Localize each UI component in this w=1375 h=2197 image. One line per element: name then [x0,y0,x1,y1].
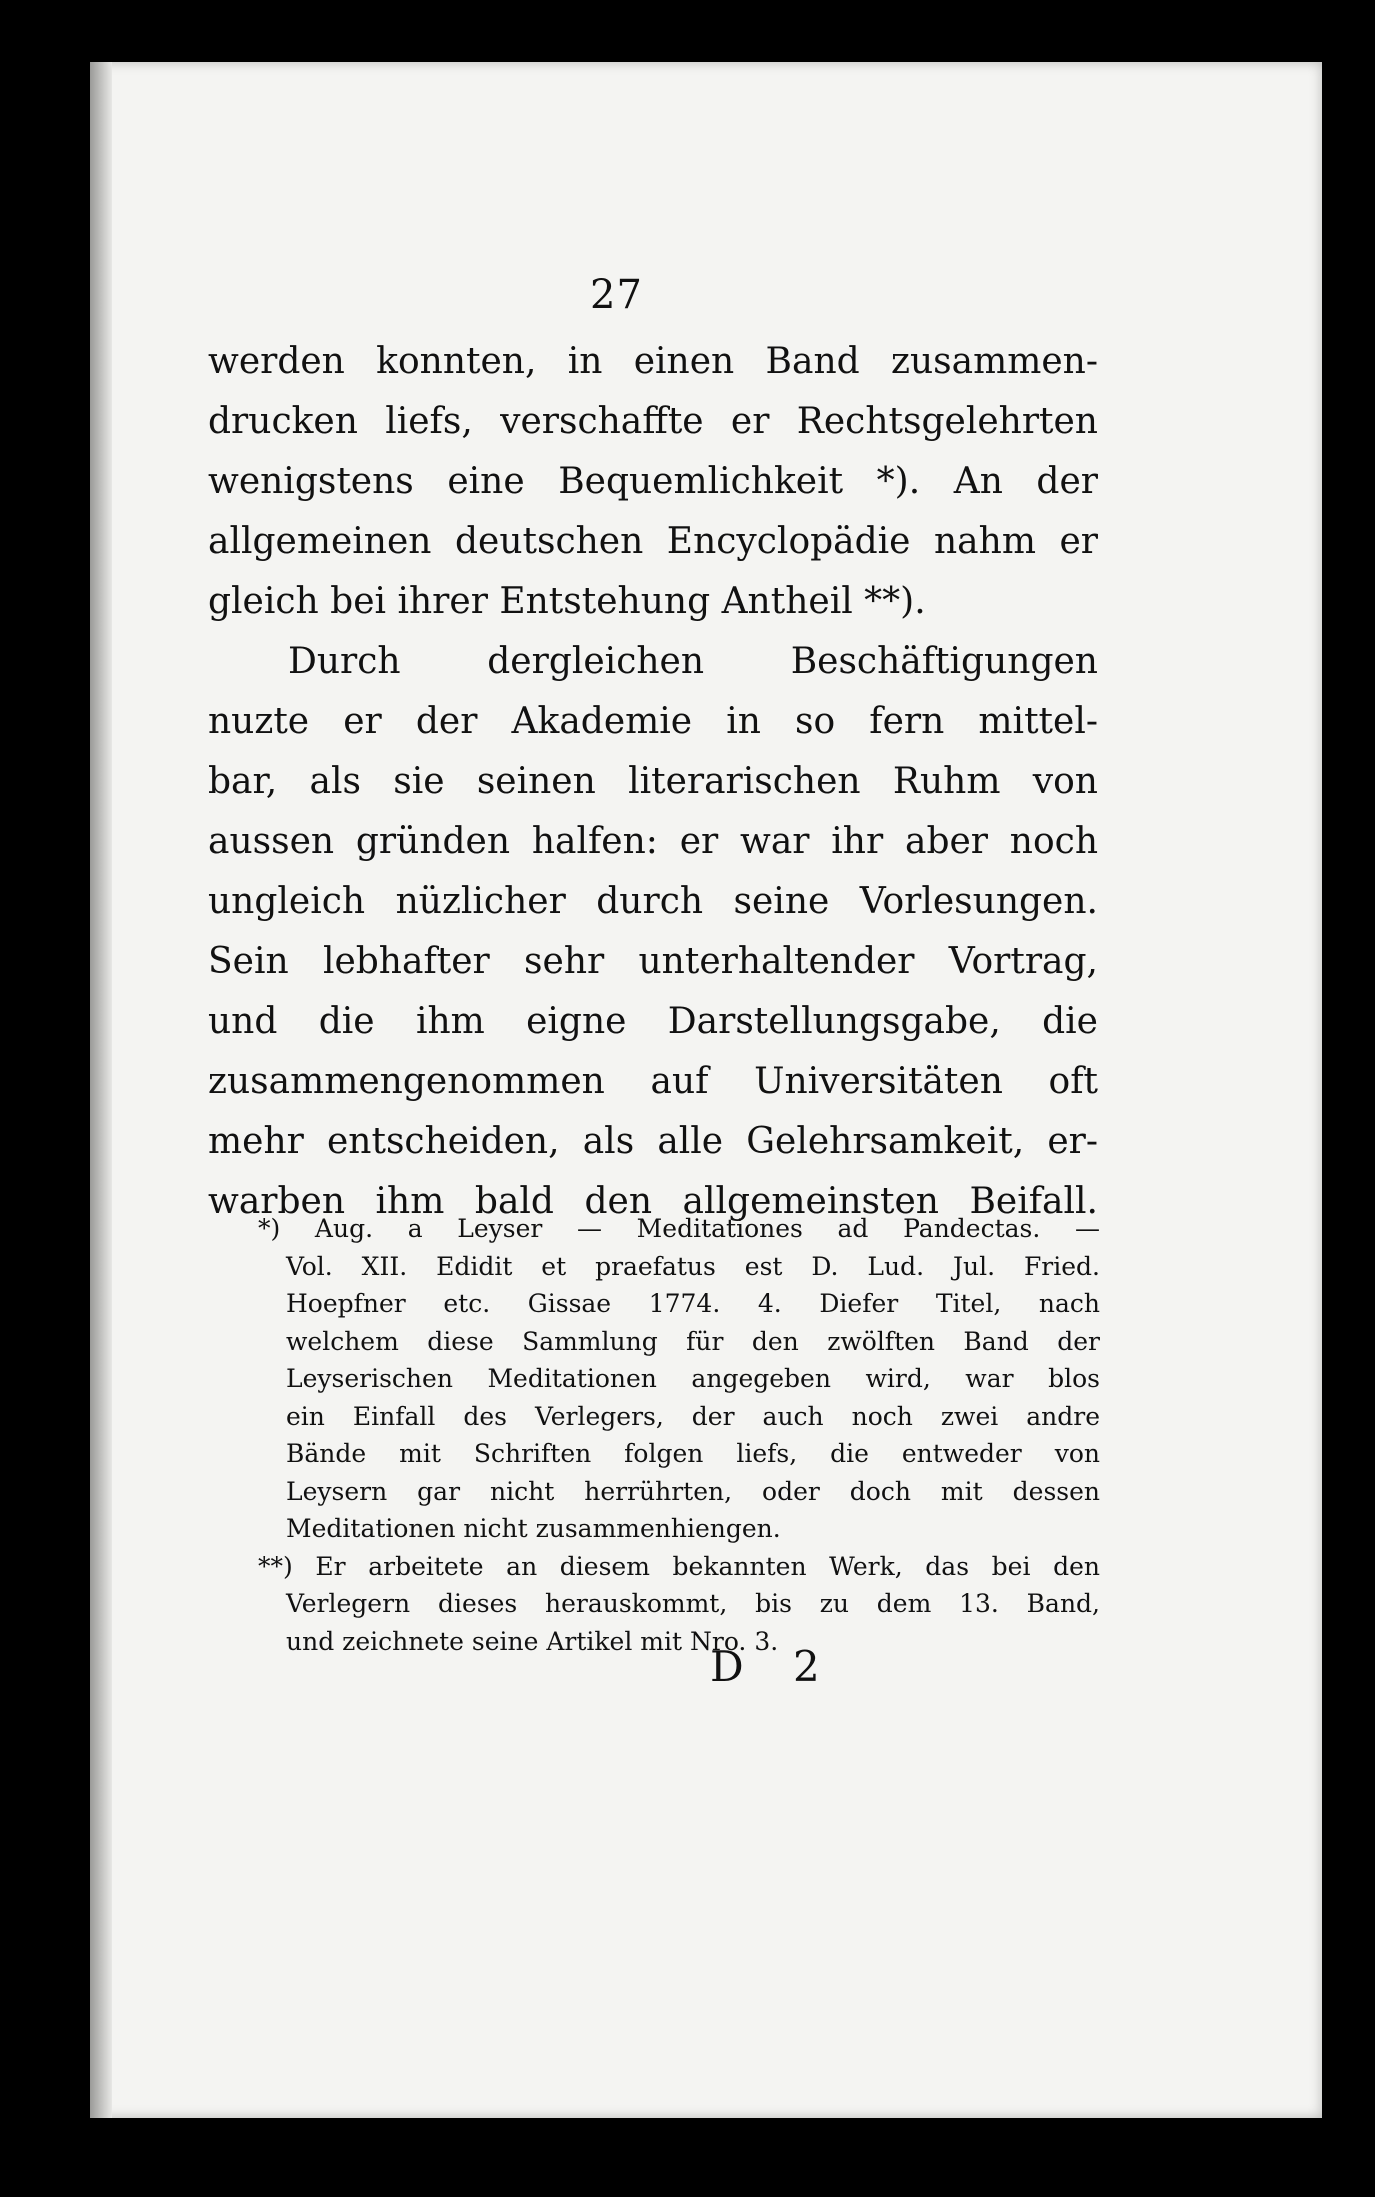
footnote-line: Hoepfner etc. Gissae 1774. 4. Diefer Titel, nach [286,1289,1100,1318]
footnote-line: *) Aug. a Leyser — Meditationes ad Pandectas. — [258,1214,1100,1243]
footnote-line: Vol. XII. Edidit et praefatus est D. Lud. Jul. Fried. [286,1251,1100,1281]
signature-mark: D 2 [710,1642,838,1691]
text-line: zusammengenommen auf Universitäten oft [208,1061,1098,1102]
text-line: und die ihm eigne Darstellungsgabe, die [208,1001,1098,1042]
text-line: nuzte er der Akademie in so fern mittel- [208,701,1098,742]
footnote-line: und zeichnete seine Artikel mit Nro. 3. [286,1626,779,1656]
footnote-line: Verlegern dieses herauskommt, bis zu dem 13. Band, [286,1589,1100,1618]
footnote-line: welchem diese Sammlung für den zwölften Band der [286,1326,1100,1356]
text-line: ungleich nüzlicher durch seine Vorlesungen. [208,881,1098,922]
text-line: drucken liefs, verschaffte er Rechtsgelehrten [208,401,1098,442]
footnote-line: **) Er arbeitete an diesem bekannten Werk, das bei den [258,1551,1100,1581]
text-line: Sein lebhafter sehr unterhaltender Vortrag, [208,941,1098,982]
main-text [208,332,1098,1232]
footnotes [258,1210,1100,1660]
footnote-line: Meditationen nicht zusammenhiengen. [286,1514,781,1543]
text-line: warben ihm bald den allgemeinsten Beifall. [208,1181,1098,1222]
page-number: 27 [590,272,643,318]
text-line: mehr entscheiden, als alle Gelehrsamkeit, er- [208,1121,1098,1162]
text-line: aussen gründen halfen: er war ihr aber noch [208,821,1098,862]
footnote-line: Leyserischen Meditationen angegeben wird, war blos [286,1364,1100,1393]
book-page [90,62,1322,2118]
page-spine-shadow [90,62,112,2118]
text-line: gleich bei ihrer Entstehung Antheil **). [208,581,926,622]
footnote-line: Bände mit Schriften folgen liefs, die entweder von [286,1439,1100,1468]
footnote-line: Leysern gar nicht herrührten, oder doch mit dessen [286,1476,1100,1506]
footnote-line: ein Einfall des Verlegers, der auch noch zwei andre [286,1401,1100,1431]
text-line: Durch dergleichen Beschäftigungen [288,641,1098,682]
text-line: werden konnten, in einen Band zusammen- [208,341,1098,382]
text-line: wenigstens eine Bequemlichkeit *). An der [208,461,1098,502]
text-line: allgemeinen deutschen Encyclopädie nahm er [208,521,1098,562]
text-line: bar, als sie seinen literarischen Ruhm von [208,761,1098,802]
